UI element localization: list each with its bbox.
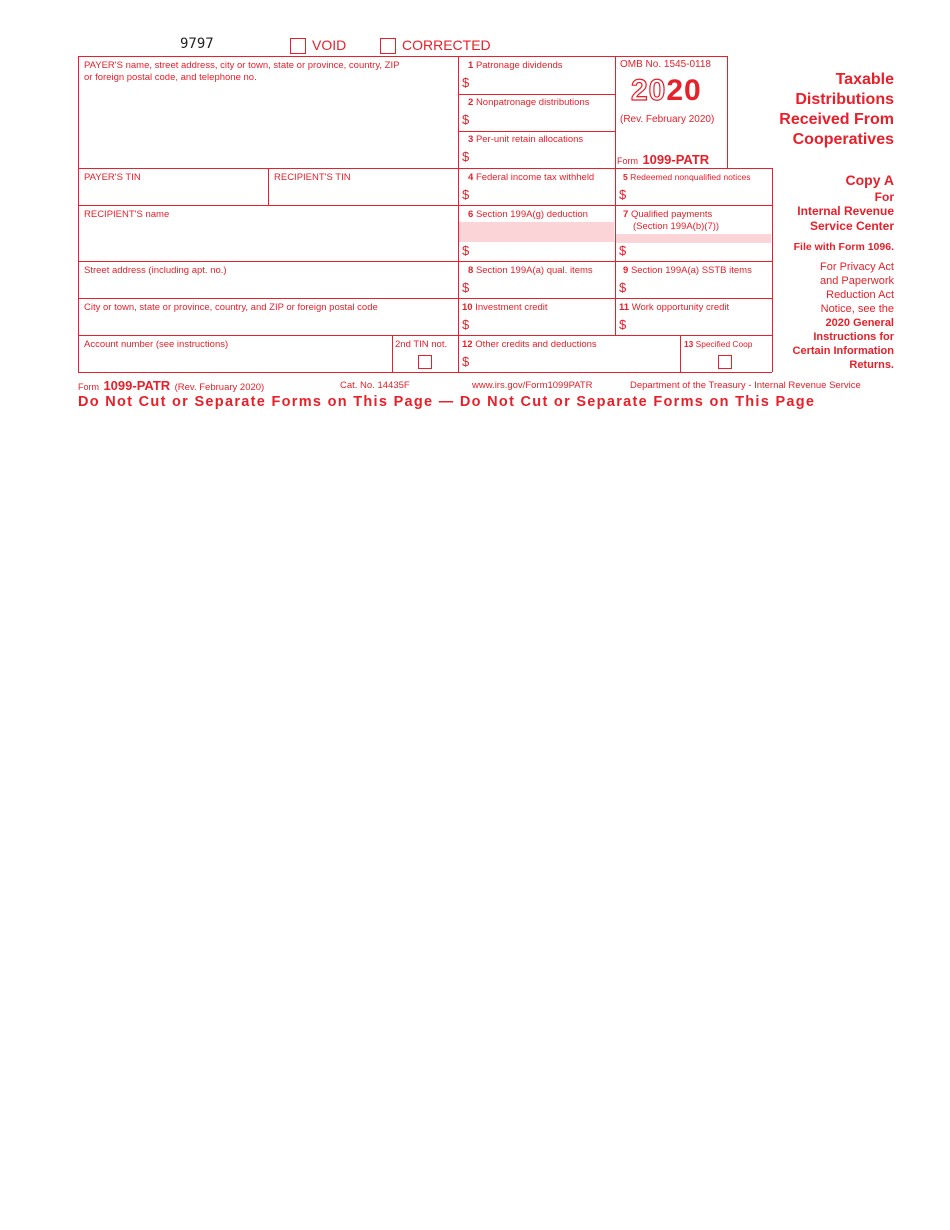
box3-label	[468, 134, 583, 145]
copy-privacy-1: For Privacy Act	[820, 261, 894, 273]
box11-dollar: $	[619, 317, 627, 332]
box11-text: Work opportunity credit	[631, 302, 730, 313]
footer-cat-number: Cat. No. 14435F	[340, 380, 410, 391]
box8-text: Section 199A(a) qual. items	[475, 265, 593, 276]
box3-input[interactable]	[474, 150, 614, 168]
box1-label	[468, 60, 563, 71]
box10-label	[462, 302, 548, 313]
do-not-cut-warning: Do Not Cut or Separate Forms on This Page — Do Not Cut or Separate Forms on This Page	[78, 394, 816, 410]
recipient-name-input[interactable]	[82, 224, 456, 256]
copy-irs-1: Internal Revenue	[797, 204, 894, 218]
box1-text: Patronage dividends	[475, 60, 563, 71]
box7-input[interactable]	[631, 244, 771, 262]
form-title	[735, 70, 894, 150]
city-input[interactable]	[82, 315, 456, 335]
box7-dollar: $	[619, 243, 627, 258]
recipient-tin-input[interactable]	[272, 184, 456, 204]
box11-number: 11	[619, 302, 630, 313]
tax-year	[631, 74, 702, 108]
box8-number: 8	[468, 265, 474, 276]
box6-shaded-area	[459, 222, 614, 242]
box12-text: Other credits and deductions	[475, 339, 597, 350]
box13-number: 13	[684, 339, 694, 349]
box7-label-2: (Section 199A(b)(7))	[633, 221, 720, 232]
title-line4: Cooperatives	[792, 131, 894, 148]
copy-file-with: File with Form 1096.	[793, 241, 894, 253]
box3-dollar: $	[462, 149, 470, 164]
copy-for: For	[874, 190, 894, 204]
copy-privacy-6: Instructions for	[813, 331, 894, 343]
box6-number: 6	[468, 209, 474, 220]
title-line1: Taxable	[835, 71, 894, 88]
payer-tin-label: PAYER'S TIN	[84, 172, 141, 183]
box9-number: 9	[623, 265, 629, 276]
account-label: Account number (see instructions)	[84, 339, 229, 350]
box13-text: Specified Coop	[695, 339, 753, 349]
box11-label	[619, 302, 729, 313]
second-tin-checkbox[interactable]	[418, 355, 432, 369]
box5-dollar: $	[619, 187, 627, 202]
box6-text: Section 199A(g) deduction	[475, 209, 588, 220]
box12-dollar: $	[462, 354, 470, 369]
box9-label	[623, 265, 752, 276]
omb-form-number: 1099-PATR	[642, 152, 710, 167]
box2-label	[468, 97, 589, 108]
recipient-name-label: RECIPIENT'S name	[84, 209, 170, 220]
omb-number: OMB No. 1545-0118	[620, 59, 711, 70]
box9-input[interactable]	[631, 281, 771, 299]
payer-name-label-2: or foreign postal code, and telephone no.	[84, 72, 257, 83]
copy-privacy-7: Certain Information	[792, 345, 894, 357]
box6-dollar: $	[462, 243, 470, 258]
box8-input[interactable]	[474, 281, 614, 299]
tax-year-bold: 20	[666, 74, 702, 107]
footer-url: www.irs.gov/Form1099PATR	[472, 380, 593, 391]
omb-rev-date: (Rev. February 2020)	[620, 114, 715, 125]
box10-dollar: $	[462, 317, 470, 332]
box3-text: Per-unit retain allocations	[475, 134, 584, 145]
street-input[interactable]	[82, 278, 456, 298]
payer-name-field[interactable]	[82, 86, 456, 168]
copy-privacy-3: Reduction Act	[826, 289, 894, 301]
footer-department: Department of the Treasury - Internal Revenue Service	[630, 380, 861, 391]
void-checkbox[interactable]	[290, 38, 306, 54]
box5-label	[623, 172, 751, 183]
box4-text: Federal income tax withheld	[475, 172, 595, 183]
box12-input[interactable]	[474, 355, 678, 373]
box10-number: 10	[462, 302, 473, 313]
copy-privacy-4: Notice, see the	[820, 303, 894, 315]
box8-label	[468, 265, 593, 276]
tax-year-outline: 20	[631, 74, 667, 107]
box2-dollar: $	[462, 112, 470, 127]
payer-tin-input[interactable]	[82, 184, 266, 204]
omb-form-prefix: Form	[617, 156, 638, 166]
footer-form-number: 1099-PATR	[103, 378, 171, 393]
void-label: VOID	[312, 37, 347, 53]
box7-shaded-area	[616, 234, 771, 243]
second-tin-label: 2nd TIN not.	[395, 339, 448, 350]
copy-irs-2: Service Center	[809, 219, 894, 233]
box5-text: Redeemed nonqualified notices	[630, 172, 751, 182]
title-line2: Distributions	[795, 91, 894, 108]
footer-form-prefix: Form	[78, 382, 99, 392]
box12-label	[462, 339, 597, 350]
box5-input[interactable]	[631, 188, 771, 206]
box7-label	[623, 209, 712, 220]
box3-number: 3	[468, 134, 474, 145]
specified-coop-checkbox[interactable]	[718, 355, 732, 369]
title-line3: Received From	[779, 111, 894, 128]
footer-rev: (Rev. February 2020)	[174, 382, 265, 393]
box4-input[interactable]	[474, 188, 614, 206]
omb-form-name	[617, 151, 709, 169]
box11-input[interactable]	[631, 318, 771, 336]
account-input[interactable]	[82, 352, 390, 372]
box7-number: 7	[623, 209, 629, 220]
street-label: Street address (including apt. no.)	[84, 265, 227, 276]
box1-input[interactable]	[474, 76, 614, 94]
copy-a-title: Copy A	[845, 172, 894, 188]
box2-text: Nonpatronage distributions	[475, 97, 590, 108]
box10-text: Investment credit	[475, 302, 548, 313]
form-code: 9797	[180, 36, 214, 52]
box9-text: Section 199A(a) SSTB items	[630, 265, 752, 276]
box8-dollar: $	[462, 280, 470, 295]
box1-dollar: $	[462, 75, 470, 90]
recipient-tin-label: RECIPIENT'S TIN	[274, 172, 351, 183]
box6-label	[468, 209, 588, 220]
box10-input[interactable]	[474, 318, 614, 336]
copy-privacy-8: Returns.	[849, 359, 894, 371]
box4-label	[468, 172, 594, 183]
box7-text: Qualified payments	[630, 209, 713, 220]
corrected-checkbox[interactable]	[380, 38, 396, 54]
corrected-label: CORRECTED	[402, 37, 491, 53]
box5-number: 5	[623, 172, 628, 182]
copy-privacy-5: 2020 General	[825, 317, 894, 329]
box4-number: 4	[468, 172, 474, 183]
box2-number: 2	[468, 97, 474, 108]
box2-input[interactable]	[474, 113, 614, 131]
box12-number: 12	[462, 339, 473, 350]
payer-name-label: PAYER'S name, street address, city or town, state or province, country, ZIP	[84, 60, 400, 71]
city-label: City or town, state or province, country, and ZIP or foreign postal code	[84, 302, 378, 313]
box6-input[interactable]	[474, 244, 614, 262]
box1-number: 1	[468, 60, 474, 71]
footer-form-name	[78, 377, 264, 395]
copy-privacy-2: and Paperwork	[820, 275, 894, 287]
box13-label	[684, 339, 752, 350]
box9-dollar: $	[619, 280, 627, 295]
box4-dollar: $	[462, 187, 470, 202]
